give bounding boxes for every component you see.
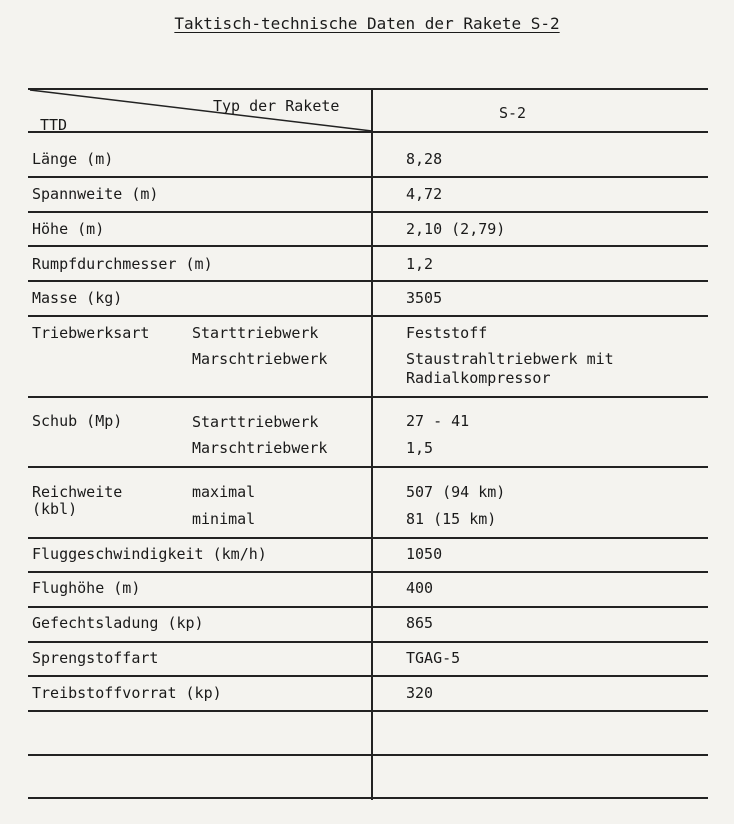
row-sublabel: Starttriebwerk — [192, 413, 319, 431]
row-sublabel: maximal — [192, 483, 256, 501]
row-sublabel: Marschtriebwerk — [192, 439, 328, 457]
document-title-text: Taktisch-technische Daten der Rakete S-2 — [174, 14, 560, 33]
row-value: 1050 — [406, 545, 443, 563]
row-value: 400 — [406, 579, 434, 597]
row-value: 2,10 (2,79) — [406, 220, 506, 238]
row-label: Spannweite (m) — [32, 185, 159, 203]
row-label: Masse (kg) — [32, 289, 123, 307]
row-label: Flughöhe (m) — [32, 579, 141, 597]
row-value: 27 - 41 — [406, 412, 470, 430]
header-column-label: Typ der Rakete — [213, 97, 340, 115]
row-label: Treibstoffvorrat (kp) — [32, 684, 222, 702]
row-label: Gefechtsladung (kp) — [32, 614, 204, 632]
row-label: Länge (m) — [32, 150, 114, 168]
row-value: 8,28 — [406, 150, 443, 168]
row-sublabel: Marschtriebwerk — [192, 350, 328, 368]
row-value: 81 (15 km) — [406, 510, 497, 528]
row-value: 4,72 — [406, 185, 443, 203]
header-row-label: TTD — [40, 116, 68, 134]
row-label: Sprengstoffart — [32, 649, 159, 667]
row-value: 1,2 — [406, 255, 434, 273]
row-value: 507 (94 km) — [406, 483, 506, 501]
row-value: 3505 — [406, 289, 443, 307]
row-label: Schub (Mp) — [32, 412, 123, 430]
header-type-name: S-2 — [499, 104, 527, 122]
row-value-continued: Radialkompressor — [406, 369, 551, 387]
row-value: 320 — [406, 684, 434, 702]
row-sublabel: minimal — [192, 510, 256, 528]
row-label: Reichweite — [32, 483, 123, 501]
row-sublabel: Starttriebwerk — [192, 324, 319, 342]
row-label-unit: (kbl) — [32, 500, 78, 518]
row-value: Feststoff — [406, 324, 488, 342]
row-label: Höhe (m) — [32, 220, 105, 238]
row-value: Staustrahltriebwerk mit — [406, 350, 614, 368]
row-value: TGAG-5 — [406, 649, 461, 667]
row-value: 1,5 — [406, 439, 434, 457]
row-label: Rumpfdurchmesser (m) — [32, 255, 213, 273]
row-label: Fluggeschwindigkeit (km/h) — [32, 545, 267, 563]
row-value: 865 — [406, 614, 434, 632]
row-label: Triebwerksart — [32, 324, 150, 342]
